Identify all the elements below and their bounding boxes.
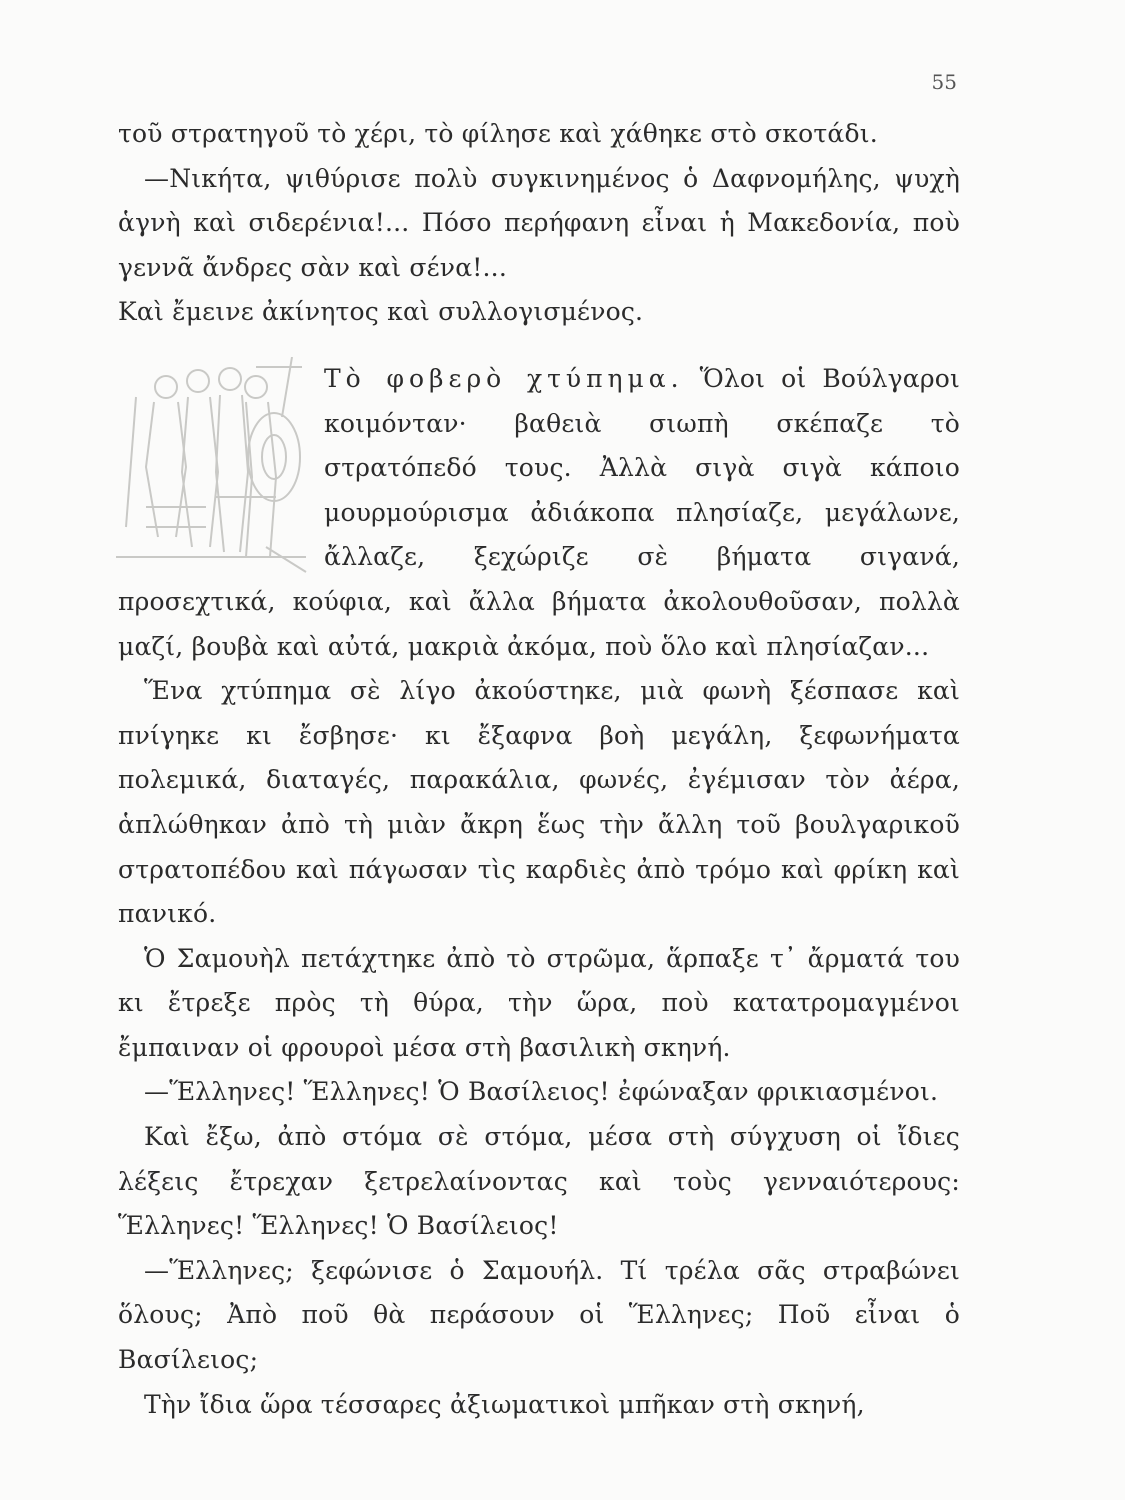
text-paragraph: Καὶ ἔξω, ἀπὸ στόμα σὲ στόμα, μέσα στὴ σύγχυση οἱ ἴδιες λέξεις ἔτρεχαν ξετρελαίνοντας καὶ τοὺς γενναιότερους: Ἕλληνες! Ἕλληνες! Ὁ Βασίλειος! [118, 1122, 960, 1241]
page-text [118, 112, 960, 1427]
text-paragraph: Ὁ Σαμουὴλ πετάχτηκε ἀπὸ τὸ στρῶμα, ἅρπαξε τ᾿ ἄρματά του κι ἔτρεξε πρὸς τὴ θύρα, τὴν ὥρα, ποὺ κατατρομαγμένοι ἔμπαιναν οἱ φρουροὶ μέσα στὴ βασιλικὴ σκηνή. [118, 943, 960, 1062]
section-heading: Τὸ φοβερὸ χτύπημα. [324, 363, 684, 393]
text-paragraph: Ἕνα χτύπημα σὲ λίγο ἀκούστηκε, μιὰ φωνὴ ξέσπασε καὶ πνίγηκε κι ἔσβησε· κι ἔξαφνα βοὴ μεγάλη, ξεφωνήματα πολεμικά, διαταγές, παρακάλια, φωνές, ἐγέμισαν τὸν ἀέρα, ἁπλώθηκαν ἀπὸ τὴ μιὰν ἄκρη ἕως τὴν ἄλλη τοῦ βουλγαρικοῦ στρατοπέδου καὶ πάγωσαν τὶς καρδιὲς ἀπὸ τρόμο καὶ φρίκη καὶ πανικό. [118, 676, 960, 929]
page-number: 55 [931, 70, 957, 94]
text-paragraph: —Νικήτα, ψιθύρισε πολὺ συγκινημένος ὁ Δαφνομήλης, ψυχὴ ἁγνὴ καὶ σιδερένια!... Πόσο περήφανη εἶναι ἡ Μακεδονία, ποὺ γεννᾶ ἄνδρες σὰν καὶ σένα!... [118, 163, 960, 282]
text-paragraph: —Ἕλληνες! Ἕλληνες! Ὁ Βασίλειος! ἐφώναξαν φρικιασμένοι. [144, 1077, 939, 1107]
text-paragraph: Τὴν ἴδια ὥρα τέσσαρες ἀξιωματικοὶ μπῆκαν στὴ σκηνή, [144, 1389, 865, 1419]
text-paragraph: —Ἕλληνες; ξεφώνισε ὁ Σαμουήλ. Τί τρέλα σᾶς στραβώνει ὅλους; Ἀπὸ ποῦ θὰ περάσουν οἱ Ἕλληνες; Ποῦ εἶναι ὁ Βασίλειος; [118, 1255, 960, 1375]
text-line: τοῦ στρατηγοῦ τὸ χέρι, τὸ φίλησε καὶ χάθηκε στὸ σκοτάδι. [118, 119, 878, 148]
text-line: Καὶ ἔμεινε ἀκίνητος καὶ συλλογισμένος. [118, 297, 644, 327]
warriors-illustration [106, 357, 314, 577]
section-text: Ὅλοι οἱ Βούλγαροι κοιμόνταν· βαθειὰ σιωπὴ σκέπαζε τὸ στρατόπεδό τους. Ἀλλὰ σιγὰ σιγὰ κάποιο μουρμούρισμα ἀδιάκοπα πλησίαζε, μεγάλωνε, ἄλλαζε, ξεχώριζε σὲ βήματα σιγανά, προσεχτικά, κούφια, καὶ ἄλλα βήματα ἀκολουθοῦσαν, πολλὰ μαζί, βουβὰ καὶ αὐτά, μακριὰ ἀκόμα, ποὺ ὅλο καὶ πλησίαζαν... [118, 363, 960, 661]
